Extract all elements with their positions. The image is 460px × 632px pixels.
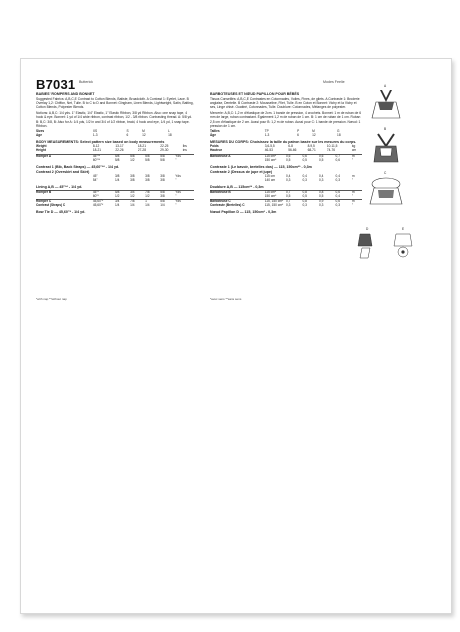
table-cell: 0,3: [285, 178, 291, 183]
french-notions: Mercerie: A,B,C: 1,2 m d'élastique de 2cm. 1 bande de pression, 4 crochets. Bonnet: 1 m de ruban de 6 mm de large, ruban contrastant. Également 1,2 m de ruban de 1 cm. B: 1 cm de ruban de 1 cm. Ruban 2,5 cm d'élastique de 2 cm. Aussi pour B: 1,2 m de ruban. Aussi pour C: 1 bande de pression. Nœud: 1 pression de 1 cm.: [210, 111, 362, 128]
table-cell: 0,3: [335, 203, 340, 208]
table-cell: ": [175, 158, 177, 163]
french-contrast1: Contraste 1 (Le bavoir, bretelles dos) — 115, 150cm** - 0,3m: [210, 165, 312, 170]
french-lining: Doublure A,B — 115cm** - 0,3m: [210, 185, 264, 190]
table-cell: Contraste (Bretelles) C: [210, 203, 245, 208]
french-bow-tie: Nœud Papillon D — 115, 150cm* - 0,3m: [210, 210, 277, 214]
table-cell: Barboteuse A: [210, 154, 231, 159]
table-cell: 3/8: [160, 174, 165, 179]
table-cell: 1/2: [114, 194, 120, 199]
table-cell: 0,3: [335, 178, 340, 183]
table-cell: 45,60"*: [92, 199, 104, 204]
table-cell: 0,6: [335, 158, 340, 163]
table-cell: M: [312, 128, 315, 133]
table-cell: 18: [337, 132, 341, 137]
table-cell: 3/8: [130, 174, 135, 179]
french-footnote: *avec sens **sans sens: [210, 297, 242, 301]
english-column: [36, 92, 194, 215]
table-row: [36, 179, 194, 183]
table-cell: Yds: [175, 199, 181, 204]
brand-right: Modes Feelie: [323, 80, 345, 84]
table-cell: [36, 179, 93, 183]
thumbnail-a: [372, 84, 400, 118]
table-cell: 54": [92, 178, 98, 183]
table-cell: 0,4: [285, 174, 291, 179]
table-cell: lbs: [182, 143, 187, 148]
table-cell: 0,3: [302, 178, 307, 183]
english-footnote: *with nap **without nap: [36, 297, 67, 301]
table-row: [36, 159, 194, 163]
thumbnail-d: [358, 227, 372, 258]
table-cell: m: [352, 174, 355, 179]
table-cell: 5/8: [114, 158, 120, 163]
pattern-number: B7031: [36, 77, 76, 92]
table-cell: P: [297, 128, 300, 133]
table-cell: 0,5: [319, 158, 324, 163]
table-cell: ": [175, 178, 177, 183]
table-cell: M: [142, 128, 145, 133]
table-cell: 74-76: [326, 147, 336, 152]
table-cell: ": [352, 203, 354, 208]
table-cell: S: [126, 128, 129, 133]
table-cell: 45"*: [92, 190, 99, 195]
table-cell: 0,5: [302, 158, 307, 163]
thumbnail-e: [394, 227, 412, 257]
thumb-label-d: D: [366, 227, 369, 231]
table-cell: ": [175, 203, 177, 208]
table-cell: m: [352, 199, 355, 204]
table-cell: 10-11,5: [326, 143, 338, 148]
thumbnail-b: [374, 127, 398, 162]
table-cell: 0,7: [285, 199, 291, 204]
table-cell: 1/4: [114, 178, 120, 183]
table-cell: 60"**: [92, 158, 101, 163]
table-cell: Age: [36, 132, 43, 137]
table-cell: 0,3: [319, 203, 324, 208]
english-lining: Lining A,B — 45"** - 1/4 yd.: [36, 185, 83, 190]
table-cell: 45,60"*: [92, 203, 104, 208]
table-cell: 3/4: [130, 190, 135, 195]
table-cell: 0,7: [335, 154, 340, 159]
table-cell: 0,5: [319, 194, 324, 199]
french-fabrics: Tissus Conseillés: A,B,C,E Contrastes en Cotonnades, Voiles, Fines, de gilets. A Contraste 1: Broderie anglaise, Dentelle. B Contraste 2: Mousseline, Filet, Tulle. B en Coton et Bonnet: Vichy et la Vichy et ses, Linge chisé. Ouatiné, Cotonnades, Tulle. Doublure: Cotonnades, Mélanges de polyester.: [210, 97, 360, 110]
english-contrast2-table: [36, 175, 194, 183]
table-cell: Sizes: [36, 128, 45, 133]
table-cell: 0,6: [302, 154, 307, 159]
english-notions: Notions: A,B,C: 1/4 yds. 1" Elastic, 1/4" Elastic, 1" Elastic Ribbon, 3/8 yd Ribbon. Also: one snap tape, 4 hook & eye. Bonnet: 1 yd of 1/4 wide ribbon, contrast ribbon, 1/2 - 3/8 ribbon. Contrasting thread. A: 5/8 yd. B: B,C: 3/8, B: Also for A: 1/4 yds, 1/2 in and 3/4 of 1/2 ribbon, braid, 4 hook and eye, 1/4 yd, 1 snap tape. Ribbon.: [36, 111, 192, 128]
table-cell: kg: [351, 143, 356, 148]
table-cell: 115 cm: [264, 174, 275, 179]
table-cell: 8-12: [92, 143, 100, 148]
table-cell: 150 cm*: [264, 158, 277, 163]
table-cell: 18-21: [92, 147, 102, 152]
table-cell: Height: [36, 147, 46, 152]
french-contrast2: Contraste 2 (Dessus de jupe et jupe): [210, 170, 273, 175]
english-measure-table: [36, 145, 194, 153]
table-cell: 3/8: [145, 178, 150, 183]
table-cell: 1: [145, 199, 147, 204]
table-cell: 1/4: [145, 203, 150, 208]
table-cell: Weight: [36, 143, 47, 148]
english-heading: BABIES' ROMPERS AND BONNET: [36, 92, 95, 96]
table-cell: Romper B: [36, 190, 52, 195]
table-cell: 18: [168, 132, 172, 137]
table-cell: 5/8: [145, 154, 150, 159]
thumb-label-b: B: [384, 127, 387, 131]
table-cell: 5/8: [160, 190, 165, 195]
table-cell: 0,9: [319, 199, 324, 204]
table-cell: 22-25: [160, 143, 169, 148]
table-cell: ": [175, 194, 177, 199]
english-romper-b-table: [36, 190, 194, 208]
table-cell: ": [352, 158, 354, 163]
table-row: [36, 149, 194, 153]
table-cell: 0,5: [302, 194, 307, 199]
table-cell: 6: [297, 132, 299, 137]
thumb-label-a: A: [384, 84, 387, 88]
english-fabrics: Suggested Fabrics: A,B,C,E Contrast to Cotton Blends, Batiste, Broadcloth. A Contrast 1: Eyelet, Lace. B Overlay 1,2: Chiffon, Net, Tulle. B to C to D and Bonnet: Gingham, Linen Blends, Lightweight, Satin, Batting, Cotton Blends, Polyester Blends.: [36, 97, 194, 110]
table-cell: [210, 159, 265, 163]
table-cell: Contrast (Straps) C: [36, 203, 66, 208]
english-bow-tie: Bow Tie D — 45,60"* - 1/4 yd.: [36, 210, 86, 214]
table-cell: 8-9,5: [307, 143, 315, 148]
table-cell: 3/8: [160, 194, 165, 199]
table-cell: 0,3: [285, 203, 291, 208]
table-cell: 1/4: [130, 203, 135, 208]
table-row: [36, 134, 194, 138]
table-cell: 3/8: [114, 174, 120, 179]
table-cell: cm: [351, 147, 357, 152]
english-contrast2: Contrast 2 (Overskirt and Skirt): [36, 170, 90, 175]
table-cell: ins: [182, 147, 187, 152]
table-cell: 150 cm*: [264, 194, 277, 199]
table-cell: 0,6: [285, 154, 291, 159]
table-cell: Poids: [210, 143, 219, 148]
table-cell: 13-17: [115, 143, 124, 148]
table-cell: 0,6: [335, 190, 340, 195]
table-cell: 12: [142, 132, 146, 137]
table-cell: 0,4: [335, 194, 340, 199]
table-cell: 1/2: [145, 194, 150, 199]
table-cell: 115 cm*: [264, 154, 277, 159]
table-cell: 7/8: [145, 190, 150, 195]
table-cell: 0,7: [285, 190, 291, 195]
table-cell: 6-8: [288, 143, 293, 148]
table-cell: 5/8: [160, 199, 165, 204]
table-cell: 1/4: [160, 203, 165, 208]
table-cell: 3,6-5,5: [264, 143, 275, 148]
table-cell: Yds: [175, 154, 181, 159]
table-cell: 7/8: [130, 199, 135, 204]
table-cell: Barboteuse B: [210, 190, 231, 195]
table-cell: 5/8: [114, 154, 120, 159]
table-cell: Barboteuse C: [210, 199, 231, 204]
table-cell: Yds: [175, 174, 181, 179]
table-cell: 68-71: [307, 147, 316, 152]
table-cell: Yds: [175, 190, 181, 195]
french-measurements-heading: MESURES DU CORPS: Choisissez la taille du patron basée sur les mesures du corps.: [210, 139, 357, 144]
table-cell: 5/8: [130, 154, 135, 159]
table-cell: [36, 159, 93, 163]
english-yardage-table: [36, 154, 194, 163]
table-cell: L: [168, 128, 170, 133]
table-cell: 0,6: [335, 199, 340, 204]
table-cell: [210, 179, 265, 183]
table-cell: m: [352, 190, 355, 195]
table-cell: 56-66: [288, 147, 297, 152]
table-cell: 0,5: [285, 158, 291, 163]
table-cell: 1-3: [92, 132, 98, 137]
table-row: [36, 204, 194, 208]
table-cell: 45"**: [92, 154, 101, 159]
brand-left: Butterick: [79, 80, 93, 84]
table-cell: 0,4: [335, 174, 340, 179]
table-cell: XS: [92, 128, 98, 133]
table-cell: 3/8: [130, 178, 135, 183]
table-cell: 0,4: [302, 174, 307, 179]
table-cell: 22-26: [115, 147, 124, 152]
table-cell: 3/8: [145, 174, 150, 179]
thumb-label-e: E: [402, 227, 405, 231]
table-cell: 0,6: [319, 154, 324, 159]
table-cell: Romper A: [36, 154, 52, 159]
table-cell: 115 cm*: [264, 190, 277, 195]
table-cell: 1/2: [130, 158, 135, 163]
table-cell: 60"*: [92, 194, 99, 199]
table-cell: Tailles: [210, 128, 220, 133]
table-cell: Âge: [210, 132, 217, 137]
table-cell: 6: [126, 132, 129, 137]
table-cell: 1/4: [114, 203, 120, 208]
table-cell: 140 cm: [264, 178, 276, 183]
thumbnail-c: [370, 171, 402, 204]
table-cell: m: [352, 154, 355, 159]
table-cell: 0,3: [319, 178, 324, 183]
table-cell: 0,8: [302, 199, 307, 204]
table-cell: 5/8: [145, 158, 150, 163]
table-cell: 12: [312, 132, 316, 137]
table-cell: 0,5: [285, 194, 291, 199]
table-cell: 3/4: [114, 199, 120, 204]
table-cell: 27-28: [137, 147, 146, 152]
french-heading: BARBOTEUSES ET NŒUD PAPILLON POUR BÉBÉS: [210, 92, 300, 96]
english-size-table: [36, 130, 194, 138]
table-cell: 0,4: [319, 174, 324, 179]
table-cell: 1/2: [130, 194, 135, 199]
table-cell: 0,3: [302, 203, 307, 208]
table-cell: ": [352, 194, 354, 199]
table-cell: 18-21: [137, 143, 146, 148]
thumb-label-c: C: [384, 171, 387, 175]
table-cell: 46-53: [264, 147, 273, 152]
table-cell: 1-3: [264, 132, 270, 137]
table-cell: 115, 150 cm*: [264, 203, 284, 208]
table-cell: 0,8: [302, 190, 307, 195]
table-cell: 115, 150 cm*: [264, 199, 284, 204]
table-cell: 45": [92, 174, 98, 179]
table-cell: Hauteur: [210, 147, 223, 152]
table-cell: TP: [264, 128, 269, 133]
table-cell: 5/8: [160, 158, 165, 163]
table-cell: 29-30: [160, 147, 169, 152]
table-cell: Romper C: [36, 199, 52, 204]
english-measurements-heading: BODY MEASUREMENTS: Select pattern size based on body measurements: [36, 139, 165, 144]
table-cell: 5/8: [114, 190, 120, 195]
table-cell: 5/8: [160, 154, 165, 159]
garment-thumbnails: [340, 80, 432, 276]
table-cell: ": [352, 178, 354, 183]
table-cell: G: [337, 128, 340, 133]
table-cell: 0,8: [319, 190, 324, 195]
table-cell: 3/8: [160, 178, 165, 183]
english-contrast1: Contrast 1 (Bib, Back Straps) — 45,60"** - 1/4 yd.: [36, 165, 120, 170]
